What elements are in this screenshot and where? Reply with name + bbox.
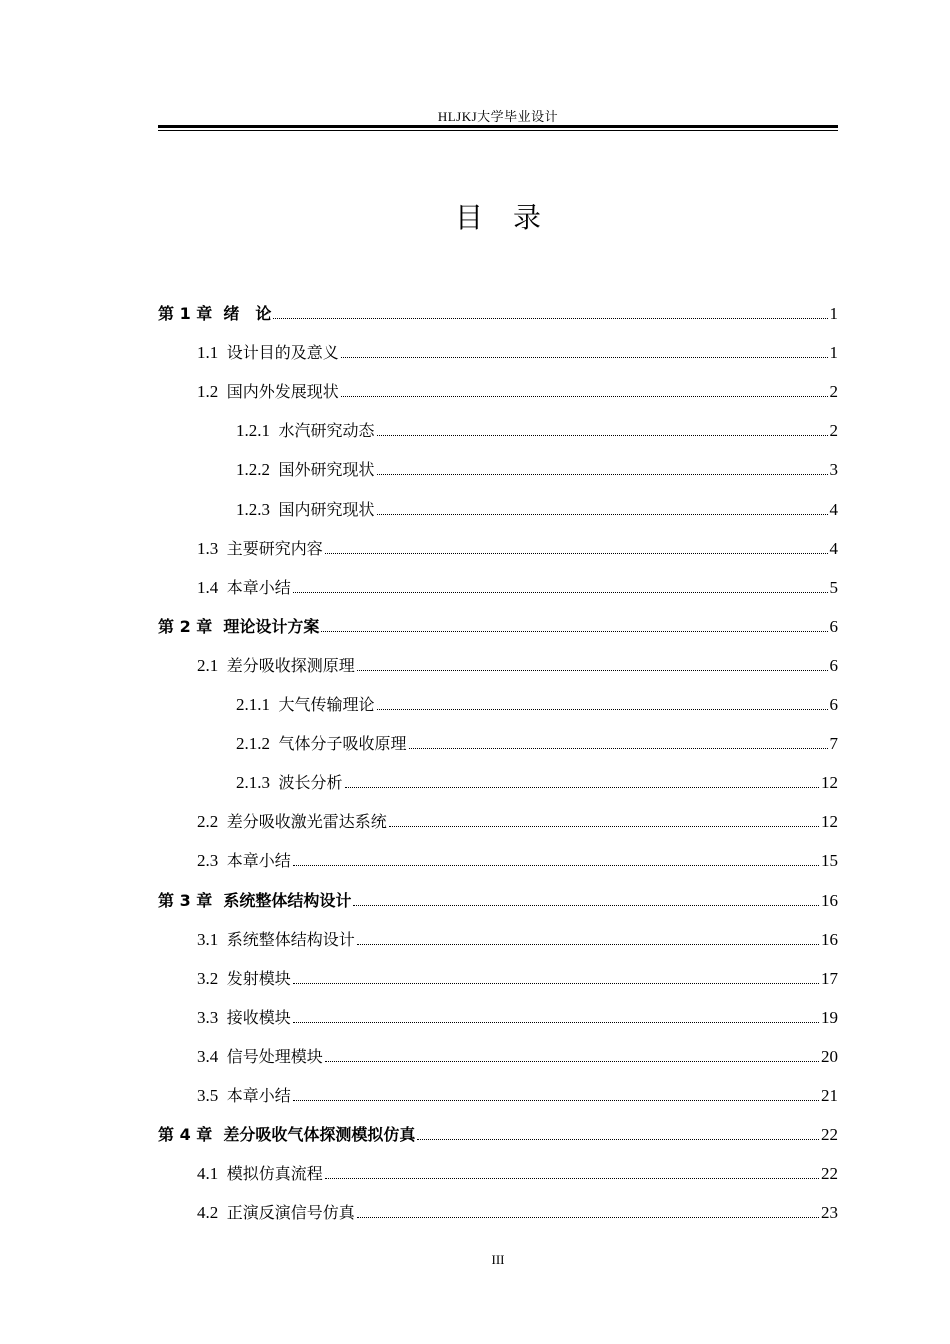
toc-entry[interactable] — [158, 1153, 838, 1192]
toc-entry-number: 3.2 — [197, 968, 227, 988]
toc-entry-number: 3.4 — [197, 1046, 227, 1066]
toc-entry-page: 4 — [829, 538, 838, 558]
toc-dot-leader — [293, 592, 828, 593]
toc-dot-leader — [341, 396, 828, 397]
toc-entry-title: 接收模块 — [226, 1007, 291, 1027]
toc-dot-leader — [377, 474, 828, 475]
toc-dot-leader — [357, 944, 819, 945]
toc-entry-number: 2.1.2 — [236, 734, 279, 754]
toc-entry-number: 1.3 — [197, 538, 227, 558]
page-number: III — [491, 1252, 505, 1267]
toc-entry-number: 2.3 — [197, 851, 227, 871]
toc-entry[interactable] — [158, 801, 838, 840]
toc-entry-page: 1 — [829, 304, 838, 324]
toc-entry[interactable] — [158, 410, 838, 449]
toc-dot-leader — [345, 787, 819, 788]
toc-entry-page: 20 — [821, 1046, 838, 1066]
toc-entry-page: 6 — [829, 655, 838, 675]
toc-entry[interactable] — [158, 1114, 838, 1153]
toc-entry-title: 正演反演信号仿真 — [226, 1203, 355, 1223]
toc-entry[interactable] — [158, 293, 838, 332]
toc-dot-leader — [377, 435, 828, 436]
toc-entry-title: 理论设计方案 — [223, 616, 320, 636]
toc-entry[interactable] — [158, 723, 838, 762]
toc-entry[interactable] — [158, 762, 838, 801]
toc-entry-number: 3.3 — [197, 1007, 227, 1027]
toc-entry[interactable] — [158, 1192, 838, 1231]
toc-entry-page: 17 — [821, 968, 838, 988]
toc-entry-number: 1.2.2 — [236, 460, 279, 480]
toc-entry-title: 差分吸收气体探测模拟仿真 — [223, 1125, 416, 1145]
toc-entry[interactable] — [158, 567, 838, 606]
toc-entry-title: 国内研究现状 — [278, 499, 375, 519]
toc-entry-number: 第 2 章 — [158, 616, 224, 636]
toc-dot-leader — [293, 1100, 819, 1101]
toc-entry-number: 第 4 章 — [158, 1125, 224, 1145]
toc-dot-leader — [293, 1022, 819, 1023]
toc-dot-leader — [325, 553, 828, 554]
toc-entry-number: 1.2 — [197, 382, 227, 402]
toc-entry-page: 22 — [821, 1164, 838, 1184]
toc-dot-leader — [357, 670, 828, 671]
toc-entry-title: 国外研究现状 — [278, 460, 375, 480]
toc-dot-leader — [341, 357, 828, 358]
toc-entry-title: 本章小结 — [226, 851, 291, 871]
toc-entry-page: 19 — [821, 1007, 838, 1027]
toc-entry-page: 23 — [821, 1203, 838, 1223]
toc-entry[interactable] — [158, 606, 838, 645]
toc-dot-leader — [357, 1217, 819, 1218]
toc-entry-title: 气体分子吸收原理 — [278, 734, 407, 754]
toc-entry-title: 绪 论 — [223, 304, 272, 324]
toc-entry-page: 15 — [821, 851, 838, 871]
toc-entry-title: 本章小结 — [226, 577, 291, 597]
toc-entry-page: 12 — [821, 812, 838, 832]
toc-entry-title: 主要研究内容 — [226, 538, 323, 558]
toc-entry-page: 1 — [829, 343, 838, 363]
toc-entry-title: 信号处理模块 — [226, 1046, 323, 1066]
toc-entry-title: 国内外发展现状 — [226, 382, 339, 402]
toc-dot-leader — [409, 748, 828, 749]
toc-entry-title: 差分吸收激光雷达系统 — [226, 812, 387, 832]
toc-entry-page: 2 — [829, 421, 838, 441]
toc-entry-page: 22 — [821, 1125, 838, 1145]
toc-entry-page: 4 — [829, 499, 838, 519]
toc-entry[interactable] — [158, 958, 838, 997]
toc-entry-number: 第 1 章 — [158, 304, 224, 324]
toc-entry[interactable] — [158, 332, 838, 371]
toc-entry-page: 5 — [829, 577, 838, 597]
toc-entry-number: 3.5 — [197, 1085, 227, 1105]
header-rule-thick — [158, 125, 838, 128]
toc-entry-number: 1.2.3 — [236, 499, 279, 519]
toc-entry[interactable] — [158, 1075, 838, 1114]
toc-dot-leader — [325, 1178, 819, 1179]
toc-entry-number: 1.2.1 — [236, 421, 279, 441]
toc-entry[interactable] — [158, 919, 838, 958]
toc-entry-number: 2.1 — [197, 655, 227, 675]
toc-entry-number: 2.1.1 — [236, 695, 279, 715]
header-rule-thin — [158, 130, 838, 131]
toc-entry-number: 1.1 — [197, 343, 227, 363]
toc-dot-leader — [377, 514, 828, 515]
toc-entry[interactable] — [158, 488, 838, 527]
toc-entry-number: 2.2 — [197, 812, 227, 832]
toc-entry[interactable] — [158, 997, 838, 1036]
toc-entry-number: 4.2 — [197, 1203, 227, 1223]
toc-entry[interactable] — [158, 645, 838, 684]
toc-entry-title: 差分吸收探测原理 — [226, 655, 355, 675]
toc-entry-page: 6 — [829, 695, 838, 715]
toc-entry-number: 第 3 章 — [158, 890, 224, 910]
toc-entry-title: 设计目的及意义 — [226, 343, 339, 363]
toc-entry-page: 16 — [821, 929, 838, 949]
toc-entry-title: 大气传输理论 — [278, 695, 375, 715]
toc-entry[interactable] — [158, 840, 838, 879]
toc-entry-page: 16 — [821, 890, 838, 910]
toc-dot-leader — [293, 865, 819, 866]
toc-dot-leader — [417, 1139, 819, 1140]
toc-entry-page: 6 — [829, 616, 838, 636]
toc-entry-title: 本章小结 — [226, 1085, 291, 1105]
toc-entry[interactable] — [158, 879, 838, 918]
toc-entry-page: 12 — [821, 773, 838, 793]
toc-entry[interactable] — [158, 684, 838, 723]
toc-entry-page: 7 — [829, 734, 838, 754]
toc-entry-page: 21 — [821, 1085, 838, 1105]
toc-entry-number: 2.1.3 — [236, 773, 279, 793]
toc-entry-number: 3.1 — [197, 929, 227, 949]
toc-entry-title: 波长分析 — [278, 773, 343, 793]
toc-entry[interactable] — [158, 1036, 838, 1075]
toc-entry-title: 发射模块 — [226, 968, 291, 988]
toc-entry-title: 水汽研究动态 — [278, 421, 375, 441]
toc-entry-title: 模拟仿真流程 — [226, 1164, 323, 1184]
toc-entry[interactable] — [158, 528, 838, 567]
page-title: 目录 — [454, 201, 571, 234]
toc-entry[interactable] — [158, 371, 838, 410]
toc-entry-title: 系统整体结构设计 — [226, 929, 355, 949]
toc-dot-leader — [389, 826, 819, 827]
toc-entry[interactable] — [158, 449, 838, 488]
toc-dot-leader — [273, 318, 827, 319]
toc-dot-leader — [325, 1061, 819, 1062]
toc-dot-leader — [321, 631, 827, 632]
toc-entry-title: 系统整体结构设计 — [223, 890, 352, 910]
toc-dot-leader — [353, 905, 819, 906]
toc-dot-leader — [293, 983, 819, 984]
toc-entry-page: 3 — [829, 460, 838, 480]
toc-dot-leader — [377, 709, 828, 710]
toc-entry-number: 1.4 — [197, 577, 227, 597]
toc-entry-page: 2 — [829, 382, 838, 402]
running-header: HLJKJ大学毕业设计 — [437, 109, 559, 124]
table-of-contents — [158, 293, 838, 1231]
toc-entry-number: 4.1 — [197, 1164, 227, 1184]
